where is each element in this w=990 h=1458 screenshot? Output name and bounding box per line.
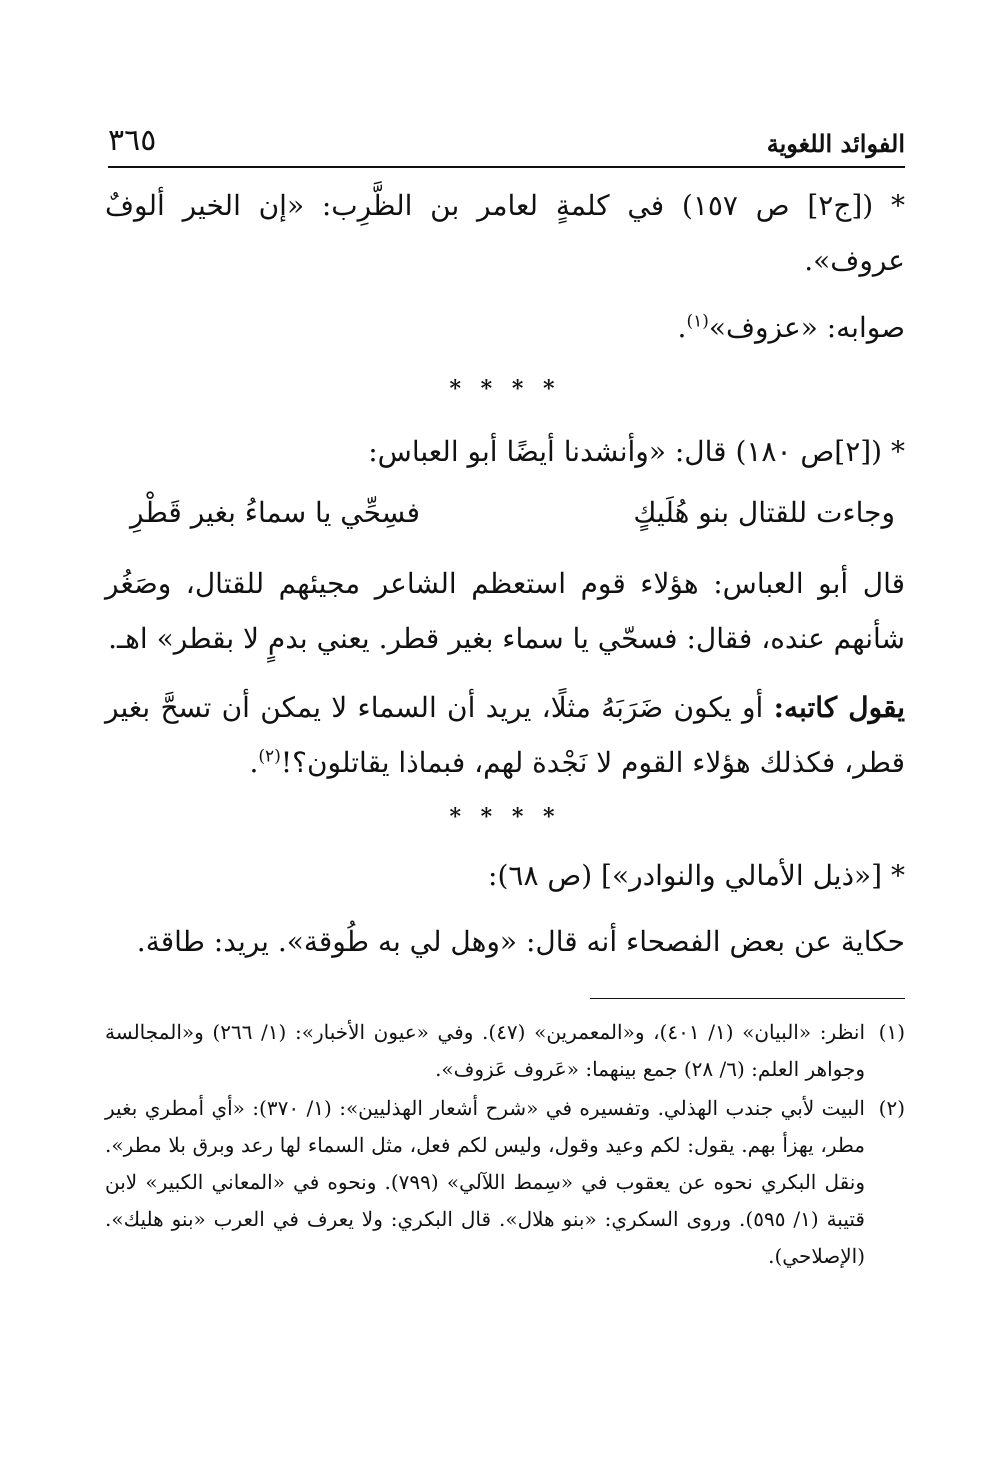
author-comment-lead: يقول كاتبه: [773, 691, 905, 724]
poem-verse [130, 496, 895, 529]
correction-text: صوابه: «عزوف» [708, 311, 905, 344]
verse-second-hemistich: فسِحِّي يا سماءُ بغير قَطْرِ [130, 496, 421, 529]
abu-abbas-commentary: قال أبو العباس: هؤلاء قوم استعظم الشاعر مجيئهم للقتال، وصَغُر شأنهم عنده، فقال: فسحّي يا سماء بغير قطر. يعني بدمٍ لا بقطر» اهـ. [105, 567, 905, 655]
verse-first-hemistich: وجاءت للقتال بنو هُلَيكٍ [633, 496, 895, 529]
footnote-rule [590, 998, 905, 999]
footnote-text: انظر: «البيان» (١/ ٤٠١)، و«المعمرين» (٤٧). وفي «عيون الأخبار»: (١/ ٢٦٦) و«المجالسة وجواهر العلم: (٦/ ٢٨) جمع بينهما: «عَروف عَزوف». [105, 1020, 866, 1081]
footnote-text: البيت لأبي جندب الهذلي. وتفسيره في «شرح أشعار الهذليين»: (١/ ٣٧٠): «أي أمطري بغير مطر، يهزأ بهم. يقول: لكم وعيد وقول، وليس لكم فعل، مثل السماء لها رعد وبرق بلا مطر». ونقل البكري نحوه عن يعقوب في «سِمط اللآلي» (٧٩٩). ونحوه في «المعاني الكبير» لابن قتيبة (١/ ٥٩٥). وروى السكري: «بنو هلال». قال البكري: ولا يعرف في العرب «بنو هليك». (الإصلاحي). [105, 1096, 865, 1268]
entry-p180: * ([٢]ص ١٨٠) قال: «وأنشدنا أيضًا أبو العباس: [368, 435, 905, 468]
entry-jim2-p157: * ([ج٢] ص ١٥٧) في كلمةٍ لعامر بن الظَّرِب: «إن الخير ألوفٌ عروف». [105, 189, 906, 277]
entry-dhayl-amali: * [«ذيل الأمالي والنوادر»] (ص ٦٨): [488, 859, 905, 892]
running-title: الفوائد اللغوية [766, 129, 905, 158]
footnote-2 [105, 1090, 905, 1275]
header-rule [108, 166, 905, 168]
section-separator-2: * * * * [449, 804, 561, 830]
footnote-number: (٢) [878, 1096, 905, 1120]
correction-end: . [677, 311, 687, 344]
author-comment [105, 680, 905, 790]
correction-line [105, 300, 905, 355]
footnote-ref-2[interactable]: (٢) [258, 746, 281, 767]
footnote-number: (١) [878, 1020, 905, 1044]
footnote-ref-1[interactable]: (١) [686, 311, 709, 332]
anecdote-line: حكاية عن بعض الفصحاء أنه قال: «وهل لي به طُوقة». يريد: طاقة. [136, 925, 905, 958]
author-comment-text: أو يكون ضَرَبَهُ مثلًا، يريد أن السماء لا يمكن أن تسحَّ بغير قطر، فكذلك هؤلاء القوم لا نَجْدة لهم، فبماذا يقاتلون؟! [105, 691, 905, 779]
author-comment-end: . [249, 746, 259, 779]
page-number: ٣٦٥ [108, 123, 157, 158]
footnote-1 [105, 1014, 905, 1088]
section-separator: * * * * [449, 376, 561, 402]
footnotes [105, 1014, 905, 1277]
page-header [108, 118, 905, 162]
